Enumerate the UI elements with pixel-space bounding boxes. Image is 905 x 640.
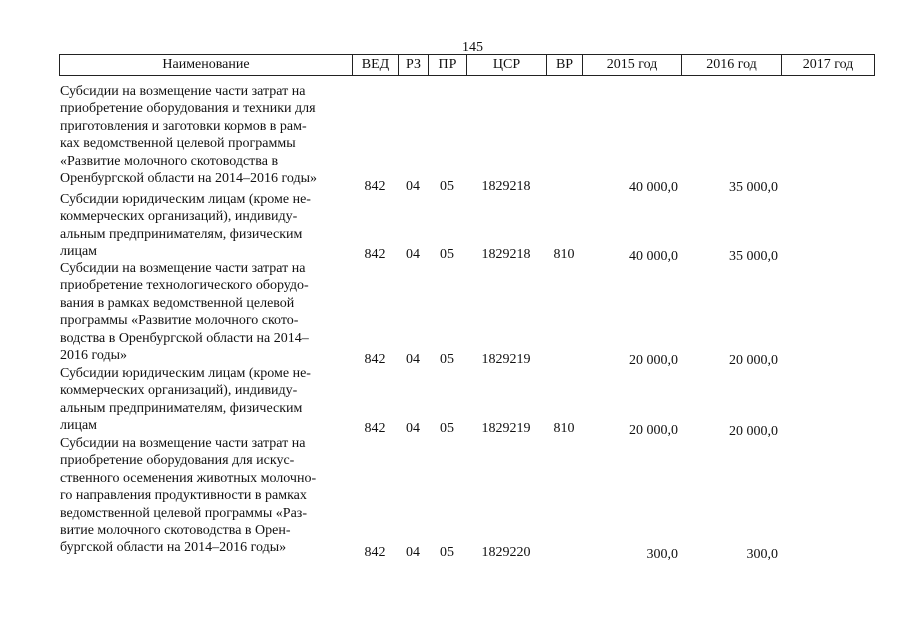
row-name-line: Субсидии на возмещение части затрат на (60, 84, 306, 99)
row-name-line: «Развитие молочного скотоводства в (60, 153, 279, 169)
row-name-line: 2016 годы» (60, 348, 128, 364)
row-name-line: Субсидии на возмещение части затрат на (60, 436, 306, 451)
row-name-line: ственного осеменения животных молочно- (60, 470, 317, 486)
cell-2016: 35 000,0 (729, 180, 778, 195)
cell-2015: 20 000,0 (629, 353, 678, 368)
header-2017: 2017 год (802, 57, 854, 72)
cell-rz: 04 (406, 352, 420, 367)
row-name-line: коммерческих организаций), индивиду- (60, 209, 298, 225)
row-name-line: лицам (60, 244, 98, 260)
row-name-line: водства в Оренбургской области на 2014– (60, 330, 309, 346)
cell-ved: 842 (364, 247, 386, 262)
row-name-line: лицам (60, 418, 98, 434)
row-name (60, 191, 352, 261)
row-name-line: альным предпринимателям, физическим (60, 400, 303, 416)
row-name-line: приготовления и заготовки кормов в рам- (60, 118, 307, 134)
row-name-line: приобретение оборудования для искус- (60, 453, 295, 469)
cell-rz: 04 (406, 179, 420, 194)
header-2015: 2015 год (583, 55, 682, 75)
page-number: 145 (462, 40, 483, 55)
row-name-line: Субсидии юридическим лицам (кроме не- (60, 366, 311, 381)
cell-2015: 40 000,0 (629, 249, 678, 264)
row-name-line: Субсидии юридическим лицам (кроме не- (60, 192, 311, 207)
row-name-line: коммерческих организаций), индивиду- (60, 383, 298, 399)
cell-csr: 1829218 (481, 247, 531, 262)
row-name-line: го направления продуктивности в рамках (60, 488, 307, 504)
row-name-line: программы «Развитие молочного ското- (60, 313, 299, 329)
row-name-line: вания в рамках ведомственной целевой (60, 295, 295, 311)
cell-ved: 842 (364, 179, 386, 194)
cell-2016: 20 000,0 (729, 424, 778, 439)
header-2016: 2016 год (682, 55, 782, 75)
cell-rz: 04 (406, 247, 420, 262)
cell-pr: 05 (440, 179, 454, 194)
table-header (59, 54, 875, 76)
cell-2016: 20 000,0 (729, 353, 778, 368)
cell-2015: 20 000,0 (629, 423, 678, 438)
cell-vr: 810 (553, 247, 575, 262)
row-name-line: альным предпринимателям, физическим (60, 226, 303, 242)
header-vr: ВР (547, 55, 583, 75)
row-name (60, 83, 352, 187)
cell-vr: 810 (553, 421, 575, 436)
header-pr: ПР (429, 55, 467, 75)
cell-csr: 1829219 (481, 352, 531, 367)
row-name-line: ках ведомственной целевой программы (60, 136, 296, 152)
row-name-line: ведомственной целевой программы «Раз- (60, 505, 308, 521)
cell-csr: 1829220 (481, 545, 531, 560)
header-rz: РЗ (399, 55, 429, 75)
cell-csr: 1829219 (481, 421, 531, 436)
cell-ved: 842 (364, 421, 386, 436)
row-name (60, 365, 352, 435)
cell-rz: 04 (406, 545, 420, 560)
cell-pr: 05 (440, 352, 454, 367)
row-name-line: Оренбургской области на 2014–2016 годы» (60, 171, 317, 187)
header-csr: ЦСР (467, 55, 547, 75)
header-ved: ВЕД (353, 55, 399, 75)
header-name: Наименование (60, 55, 353, 75)
row-name-line: Субсидии на возмещение части затрат на (60, 261, 306, 276)
cell-ved: 842 (364, 352, 386, 367)
row-name (60, 435, 352, 557)
row-name-line: бургской области на 2014–2016 годы» (60, 540, 287, 556)
row-name-line: приобретение оборудования и техники для (60, 101, 316, 117)
cell-2015: 40 000,0 (629, 180, 678, 195)
row-name-line: витие молочного скотоводства в Орен- (60, 523, 291, 539)
cell-2016: 35 000,0 (729, 249, 778, 264)
cell-pr: 05 (440, 545, 454, 560)
cell-2015: 300,0 (646, 547, 678, 562)
cell-rz: 04 (406, 421, 420, 436)
cell-ved: 842 (364, 545, 386, 560)
row-name-line: приобретение технологического оборудо- (60, 278, 309, 294)
cell-2016: 300,0 (746, 547, 778, 562)
cell-pr: 05 (440, 421, 454, 436)
cell-pr: 05 (440, 247, 454, 262)
cell-csr: 1829218 (481, 179, 531, 194)
row-name (60, 260, 352, 364)
